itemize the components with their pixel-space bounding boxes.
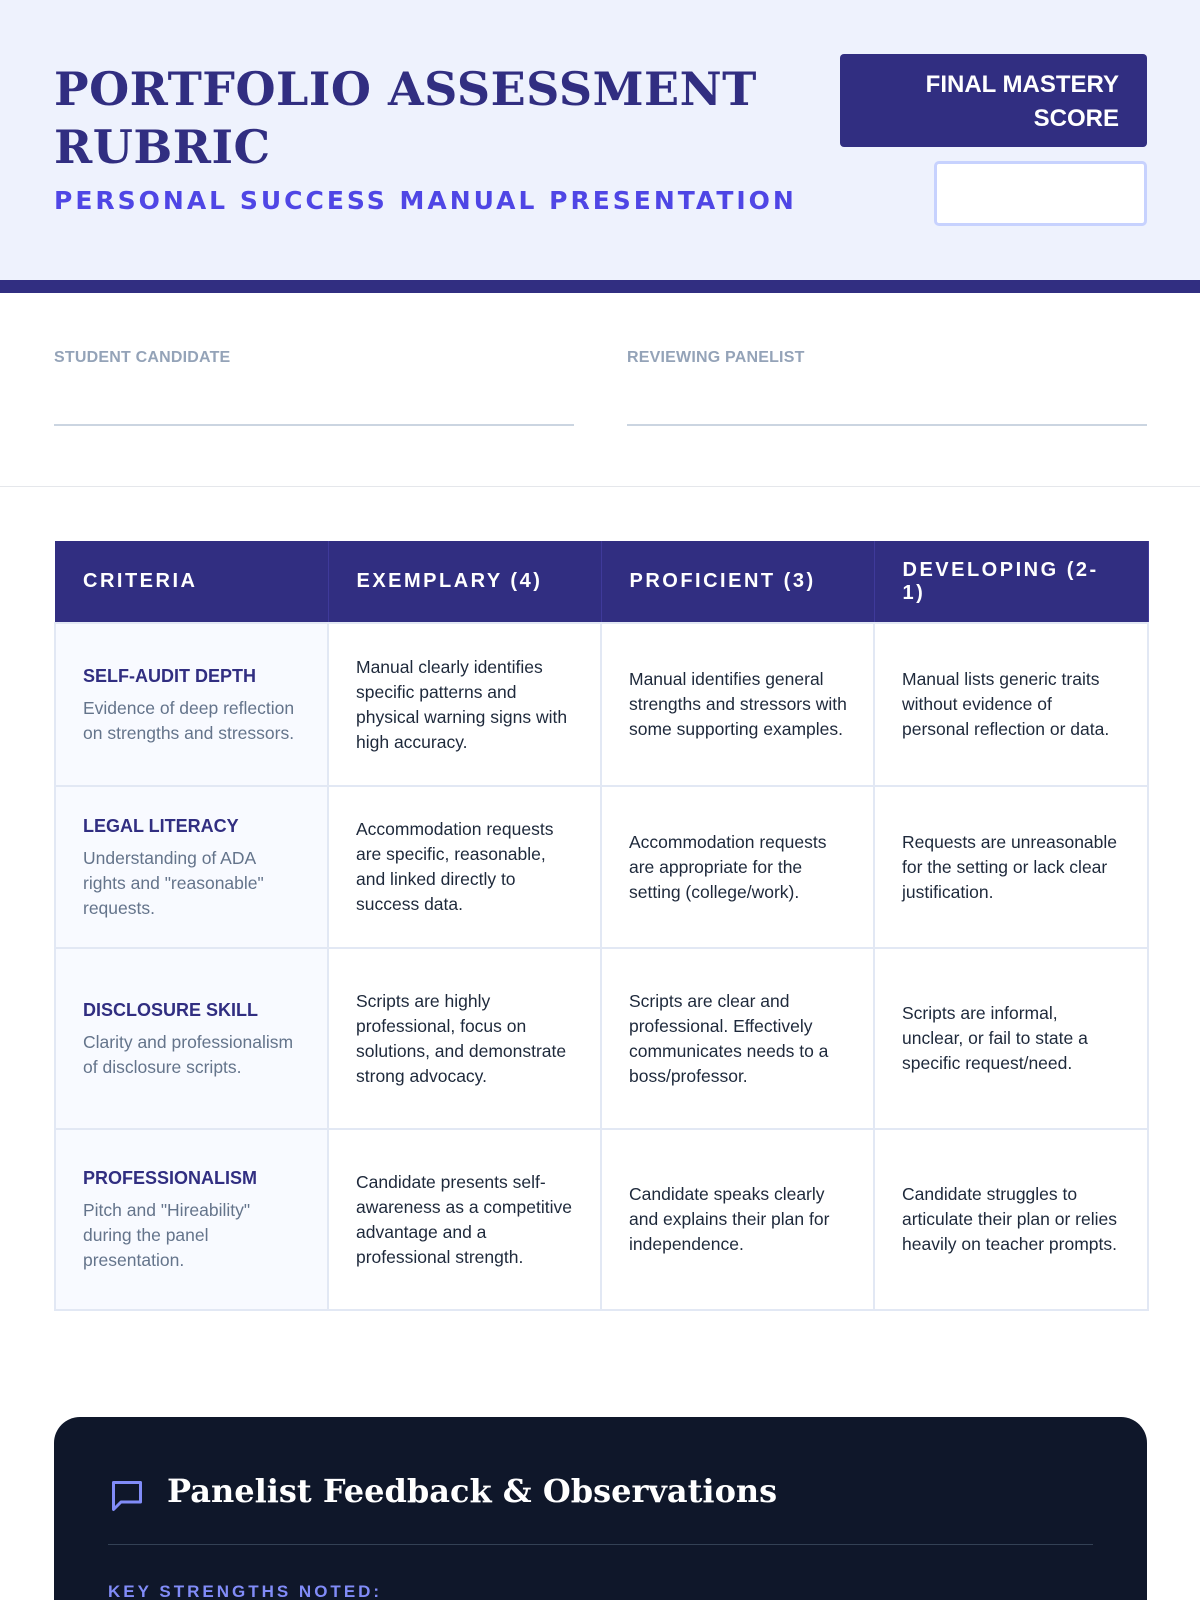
proficient-cell: Accommodation requests are appropriate for the setting (college/work).	[601, 786, 874, 948]
criteria-description: Clarity and professionalism of disclosure scripts.	[83, 1031, 294, 1077]
feedback-divider	[108, 1544, 1093, 1545]
criteria-name: LEGAL LITERACY	[83, 815, 239, 836]
key-strengths-label: KEY STRENGTHS NOTED:	[108, 1582, 383, 1600]
criteria-name: DISCLOSURE SKILL	[83, 999, 259, 1020]
criteria-description: Pitch and "Hireability" during the panel presentation.	[83, 1200, 251, 1270]
rubric-row-disclosure-skill	[55, 948, 1148, 1129]
page-title: PORTFOLIO ASSESSMENT RUBRIC	[54, 62, 757, 174]
reviewing-panelist-line[interactable]	[627, 424, 1147, 426]
rubric-row-legal-literacy	[55, 786, 1148, 948]
column-header-criteria: CRITERIA	[55, 541, 328, 623]
criteria-cell	[55, 1129, 328, 1310]
rubric-row-professionalism	[55, 1129, 1148, 1310]
message-square-icon	[109, 1478, 145, 1514]
criteria-cell	[55, 786, 328, 948]
page-header	[0, 0, 1200, 293]
criteria-description: Evidence of deep reflection on strengths and stressors.	[83, 697, 295, 743]
developing-cell: Manual lists generic traits without evidence of personal reflection or data.	[874, 623, 1148, 786]
feedback-panel	[54, 1417, 1147, 1600]
exemplary-cell: Manual clearly identifies specific patterns and physical warning signs with high accuracy.	[328, 623, 601, 786]
student-candidate-label: STUDENT CANDIDATE	[54, 349, 231, 366]
proficient-cell: Candidate speaks clearly and explains their plan for independence.	[601, 1129, 874, 1310]
rubric-header-row	[55, 541, 1148, 623]
exemplary-cell: Candidate presents self-awareness as a competitive advantage and a professional strength.	[328, 1129, 601, 1310]
final-score-label: FINAL MASTERY SCORE	[840, 54, 1147, 147]
criteria-description: Understanding of ADA rights and "reasonable" requests.	[83, 847, 264, 918]
student-candidate-field[interactable]	[54, 349, 574, 367]
criteria-cell	[55, 623, 328, 786]
column-header-exemplary: EXEMPLARY (4)	[328, 541, 601, 623]
developing-cell: Scripts are informal, unclear, or fail to state a specific request/need.	[874, 948, 1148, 1129]
reviewing-panelist-label: REVIEWING PANELIST	[627, 349, 805, 366]
criteria-name: PROFESSIONALISM	[83, 1168, 258, 1188]
column-header-developing: DEVELOPING (2-1)	[874, 541, 1148, 623]
rubric-table	[54, 541, 1149, 1311]
proficient-cell: Manual identifies general strengths and stressors with some supporting examples.	[601, 623, 874, 786]
student-candidate-line[interactable]	[54, 424, 574, 426]
candidate-info-row	[0, 293, 1200, 487]
exemplary-cell: Scripts are highly professional, focus on solutions, and demonstrate strong advocacy.	[328, 948, 601, 1129]
reviewing-panelist-field[interactable]	[627, 349, 1147, 367]
criteria-cell	[55, 948, 328, 1129]
rubric-row-self-audit	[55, 623, 1148, 786]
developing-cell: Candidate struggles to articulate their plan or relies heavily on teacher prompts.	[874, 1129, 1148, 1310]
proficient-cell: Scripts are clear and professional. Effectively communicates needs to a boss/professor.	[601, 948, 874, 1129]
final-score-input[interactable]	[934, 161, 1147, 226]
page-subtitle: PERSONAL SUCCESS MANUAL PRESENTATION	[54, 186, 797, 215]
feedback-title: Panelist Feedback & Observations	[167, 1472, 778, 1510]
criteria-name: SELF-AUDIT DEPTH	[83, 665, 256, 686]
column-header-proficient: PROFICIENT (3)	[601, 541, 874, 623]
exemplary-cell: Accommodation requests are specific, reasonable, and linked directly to success data.	[328, 786, 601, 948]
developing-cell: Requests are unreasonable for the setting or lack clear justification.	[874, 786, 1148, 948]
